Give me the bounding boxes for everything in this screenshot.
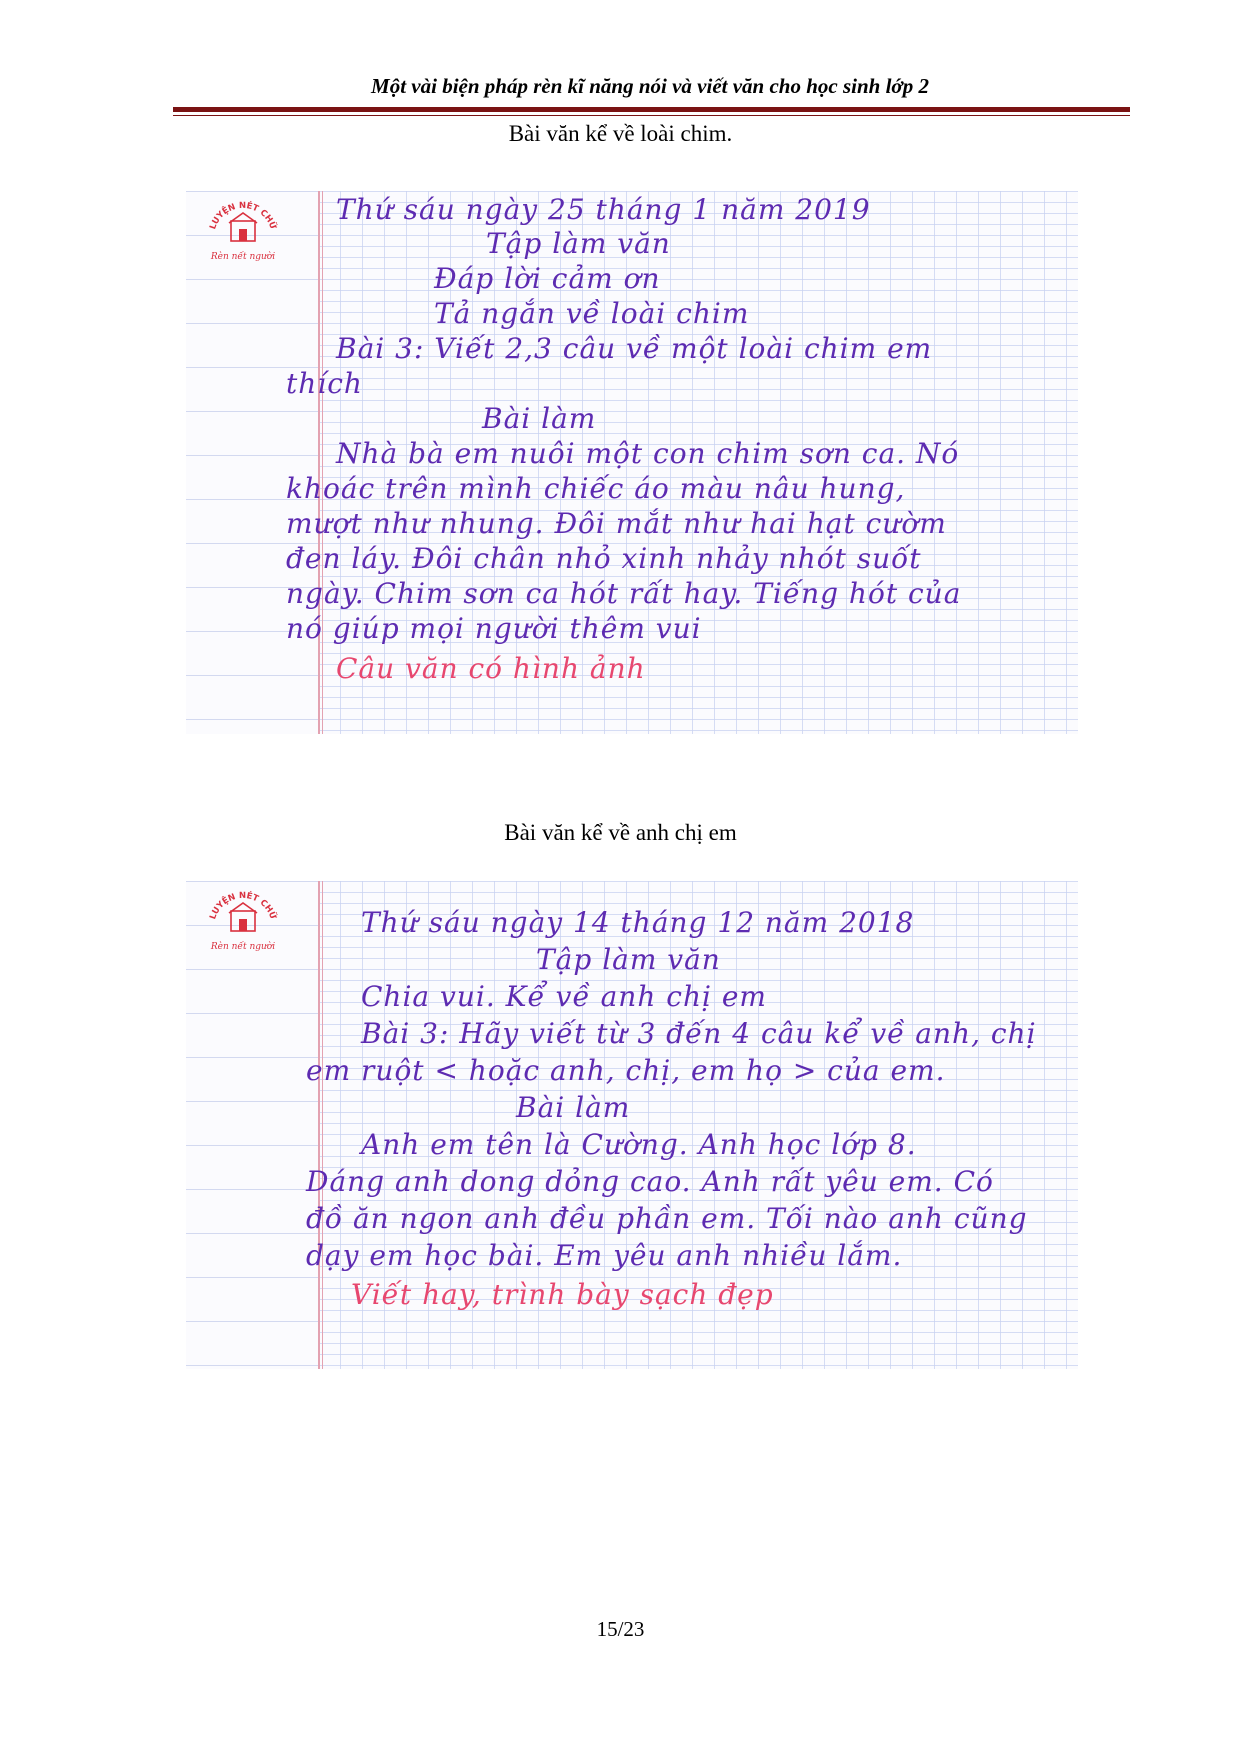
notebook-margin-line-inner: [322, 881, 323, 1369]
handwritten-line: Bài 3: Hãy viết từ 3 đến 4 câu kể về anh, chị: [361, 1017, 1037, 1050]
notebook-margin-line-inner: [322, 191, 323, 734]
handwritten-line: Tả ngắn về loài chim: [434, 297, 750, 330]
handwritten-line: Nhà bà em nuôi một con chim sơn ca. Nó: [336, 437, 960, 470]
handwritten-line: Thứ sáu ngày 14 tháng 12 năm 2018: [361, 906, 915, 939]
header-rule-thin: [173, 115, 1130, 116]
handwritten-line: Bài 3: Viết 2,3 câu về một loài chim em: [336, 332, 933, 365]
handwritten-line: Đáp lời cảm ơn: [434, 262, 661, 295]
handwritten-line: Anh em tên là Cường. Anh học lớp 8.: [361, 1128, 917, 1161]
handwritten-line: Dáng anh dong dỏng cao. Anh rất yêu em. Có: [306, 1165, 994, 1198]
handwritten-line: Bài làm: [516, 1091, 631, 1124]
handwritten-line: Chia vui. Kể về anh chị em: [361, 980, 767, 1013]
figure-caption-siblings: Bài văn kể về anh chị em: [504, 820, 737, 845]
teacher-comment: Câu văn có hình ảnh: [336, 652, 646, 685]
handwritten-line: nó giúp mọi người thêm vui: [286, 612, 702, 645]
handwritten-line: đồ ăn ngon anh đều phần em. Tối nào anh cũng: [306, 1202, 1028, 1235]
notebook-margin-line: [318, 191, 320, 734]
handwritten-line: dạy em học bài. Em yêu anh nhiều lắm.: [306, 1239, 903, 1272]
handwritten-line: Tập làm văn: [536, 943, 721, 976]
handwritten-line: mượt như nhung. Đôi mắt như hai hạt cườm: [286, 507, 947, 540]
notebook-margin-line: [318, 881, 320, 1369]
notebook-margin: [186, 191, 318, 734]
handwriting-image-siblings: [186, 881, 1078, 1369]
svg-text:Rèn nết người: Rèn nết người: [210, 942, 276, 952]
handwriting-image-birds: [186, 191, 1078, 734]
svg-text:Rèn nết người: Rèn nết người: [210, 252, 276, 262]
school-stamp-logo: [200, 887, 286, 961]
figure-caption-birds: Bài văn kể về loài chim.: [508, 121, 733, 146]
handwritten-line: ngày. Chim sơn ca hót rất hay. Tiếng hót của: [286, 577, 962, 610]
svg-text:LUYỆN NÉT CHỮ: LUYỆN NÉT CHỮ: [208, 890, 278, 921]
svg-text:LUYỆN NÉT CHỮ: LUYỆN NÉT CHỮ: [208, 200, 278, 231]
running-header: Một vài biện pháp rèn kĩ năng nói và viết văn cho học sinh lớp 2: [371, 74, 929, 98]
handwritten-line: Thứ sáu ngày 25 tháng 1 năm 2019: [336, 193, 871, 226]
handwritten-line: đen láy. Đôi chân nhỏ xinh nhảy nhót suốt: [286, 542, 922, 575]
page-number: 15/23: [596, 1617, 645, 1641]
handwritten-line: Tập làm văn: [486, 227, 671, 260]
teacher-comment: Viết hay, trình bày sạch đẹp: [351, 1278, 774, 1311]
handwritten-line: thích: [286, 367, 363, 400]
header-rule-thick: [173, 107, 1130, 112]
handwritten-line: Bài làm: [482, 402, 597, 435]
handwritten-line: khoác trên mình chiếc áo màu nâu hung,: [286, 472, 906, 505]
school-stamp-logo: [200, 197, 286, 271]
handwritten-line: em ruột < hoặc anh, chị, em họ > của em.: [306, 1054, 946, 1087]
